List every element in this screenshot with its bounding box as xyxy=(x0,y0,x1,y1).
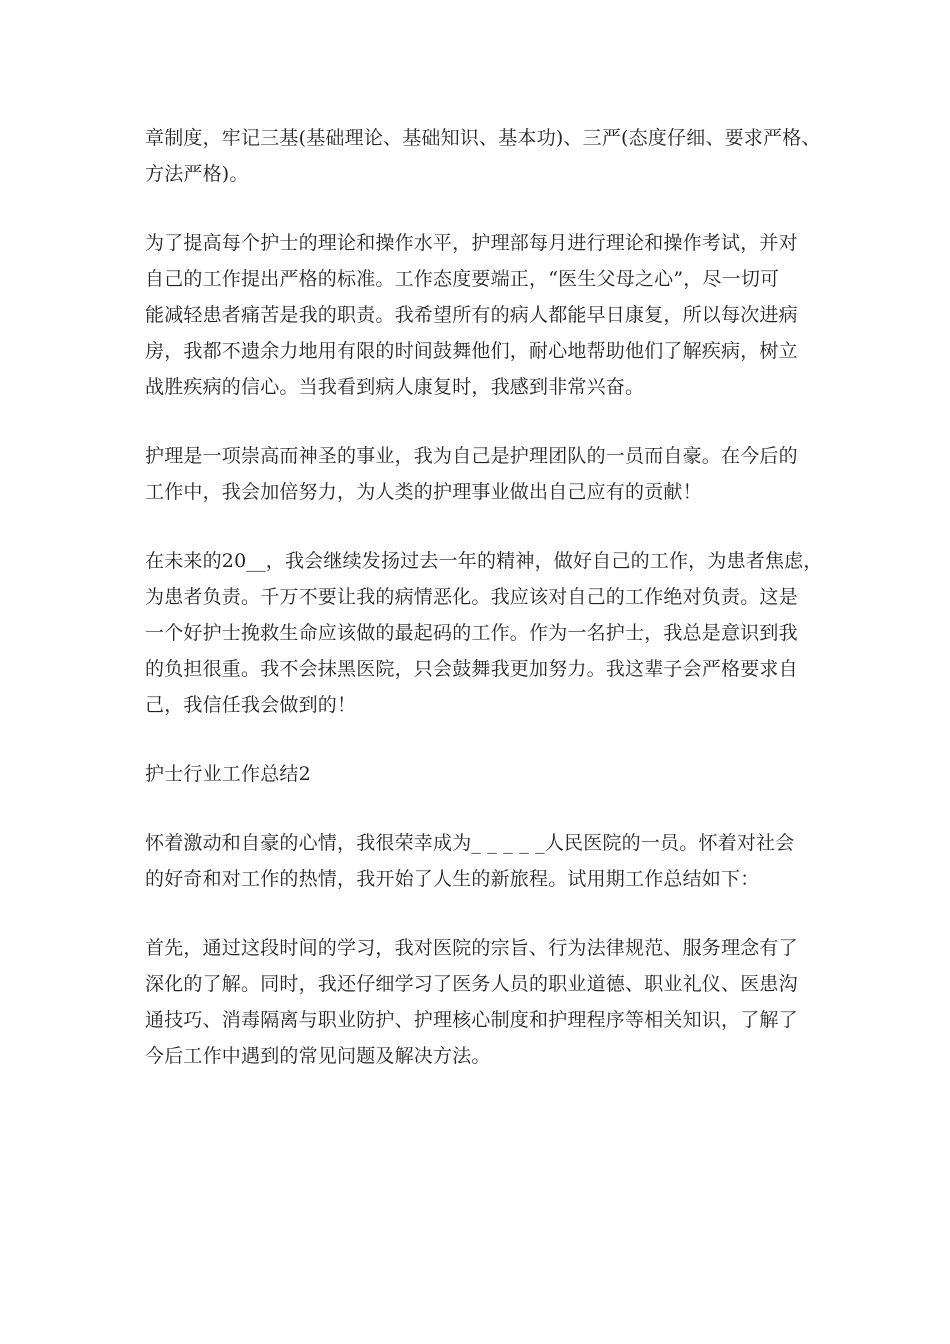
paragraph-6 xyxy=(145,930,825,1074)
paragraph-3 xyxy=(145,438,825,510)
text-line: 为患者负责。千万不要让我的病情恶化。我应该对自己的工作绝对负责。这是 xyxy=(145,586,798,608)
text-line: 今后工作中遇到的常见问题及解决方法。 xyxy=(145,1045,491,1067)
text-line: 己，我信任我会做到的！ xyxy=(145,694,357,716)
paragraph-gap xyxy=(145,192,825,225)
paragraph-gap xyxy=(145,723,825,756)
paragraph-gap xyxy=(145,897,825,930)
paragraph-gap xyxy=(145,792,825,825)
text-line: 护理是一项崇高而神圣的事业，我为自己是护理团队的一员而自豪。在今后的 xyxy=(145,445,798,467)
paragraph-2 xyxy=(145,225,825,405)
text-line: 怀着激动和自豪的心情，我很荣幸成为_ _ _ _ _人民医院的一员。怀着对社会 xyxy=(145,832,795,854)
text-line: 深化的了解。同时，我还仔细学习了医务人员的职业道德、职业礼仪、医患沟 xyxy=(145,973,798,995)
text-line: 的负担很重。我不会抹黑医院，只会鼓舞我更加努力。我这辈子会严格要求自 xyxy=(145,658,798,680)
text-line: 章制度，牢记三基(基础理论、基础知识、基本功)、三严(态度仔细、要求严格、 xyxy=(145,127,821,149)
paragraph-5 xyxy=(145,825,825,897)
paragraph-1 xyxy=(145,120,825,192)
text-line: 自己的工作提出严格的标准。工作态度要端正，“医生父母之心”，尽一切可 xyxy=(145,268,780,290)
paragraph-gap xyxy=(145,405,825,438)
text-line: 方法严格)。 xyxy=(145,163,249,185)
text-line: 通技巧、消毒隔离与职业防护、护理核心制度和护理程序等相关知识，了解了 xyxy=(145,1009,798,1031)
text-line: 房，我都不遗余力地用有限的时间鼓舞他们，耐心地帮助他们了解疾病，树立 xyxy=(145,340,798,362)
text-line: 首先，通过这段时间的学习，我对医院的宗旨、行为法律规范、服务理念有了 xyxy=(145,937,798,959)
text-line: 战胜疾病的信心。当我看到病人康复时，我感到非常兴奋。 xyxy=(145,376,645,398)
text-line: 能减轻患者痛苦是我的职责。我希望所有的病人都能早日康复，所以每次进病 xyxy=(145,304,798,326)
document-body xyxy=(145,120,825,1074)
text-line: 的好奇和对工作的热情，我开始了人生的新旅程。试用期工作总结如下： xyxy=(145,868,760,890)
paragraph-gap xyxy=(145,510,825,543)
text-line: 为了提高每个护士的理论和操作水平，护理部每月进行理论和操作考试，并对 xyxy=(145,232,798,254)
paragraph-4 xyxy=(145,543,825,723)
section-heading: 护士行业工作总结2 xyxy=(145,763,311,785)
text-line: 工作中，我会加倍努力，为人类的护理事业做出自己应有的贡献！ xyxy=(145,481,702,503)
text-line: 在未来的20__，我会继续发扬过去一年的精神，做好自己的工作，为患者焦虑， xyxy=(145,550,823,572)
text-line: 一个好护士挽救生命应该做的最起码的工作。作为一名护士，我总是意识到我 xyxy=(145,622,798,644)
